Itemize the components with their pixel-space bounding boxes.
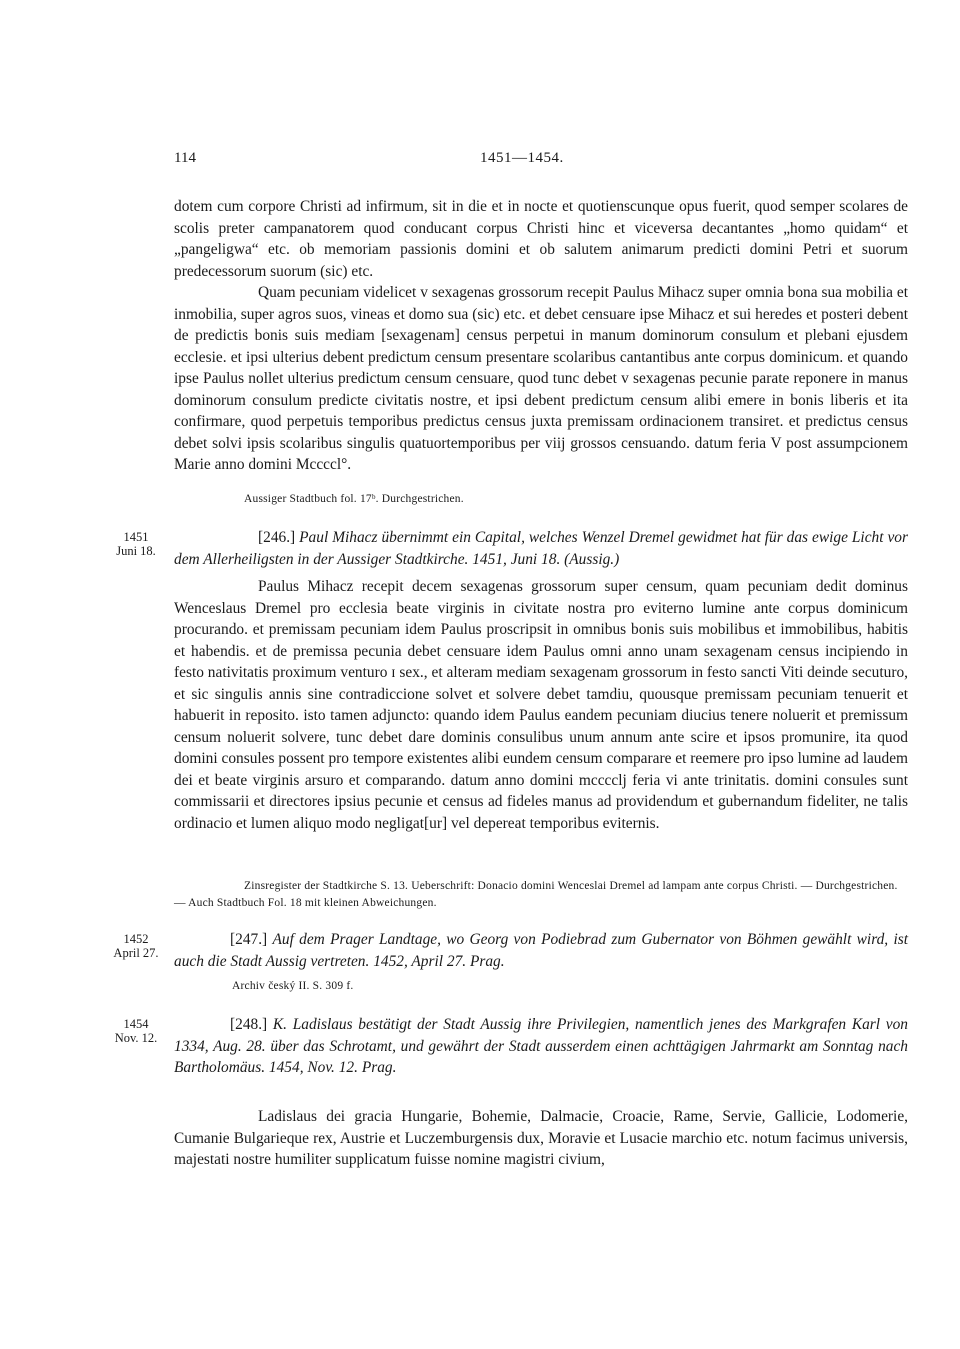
margin-day: Juni 18. [116, 544, 156, 558]
margin-day: April 27. [113, 946, 159, 960]
year-range: 1451—1454. [480, 150, 564, 166]
margin-year: 1451 [123, 530, 149, 544]
entry-heading [174, 929, 908, 972]
entry-number: [247.] [230, 931, 268, 948]
paragraph: Ladislaus dei gracia Hungarie, Bohemie, Dalmacie, Croacie, Rame, Servie, Gallicie, Lodomerie, Cumanie Bulgarieque rex, Austrie et Luczemburgensis dux, Moravie et Lusacie marchio etc. notum facimus universis, majestati nostre humiliter supplicatum fuisse nomine magistri civium, [174, 1108, 908, 1168]
margin-date [100, 530, 172, 558]
source-note: Archiv český II. S. 309 f. [232, 980, 354, 992]
entry-heading [174, 527, 908, 570]
entry-title: Paul Mihacz übernimmt ein Capital, welches Wenzel Dremel gewidmet hat für das ewige Licht vor dem Allerheiligsten in der Aussiger Stadtkirche. 1451, Juni 18. (Aussig.) [174, 529, 908, 568]
entry-title: Auf dem Prager Landtage, wo Georg von Podiebrad zum Gubernator von Böhmen gewählt wird, ist auch die Stadt Aussig vertreten. 1452, April 27. Prag. [174, 931, 908, 970]
source-text: Zinsregister der Stadtkirche S. 13. Ueberschrift: Donacio domini Wenceslai Dremel ad lampam ante corpus Christi. — Durchgestrichen. — Auch Stadtbuch Fol. 18 mit kleinen Abweichungen. [174, 880, 898, 909]
paragraph: dotem cum corpore Christi ad infirmum, sit in die et in nocte et quotienscunque opus fuerit, quod semper scolares de scolis preter campanatorem quod conducant corpus Christi hinc et viceversa decantantes „homo quidam“ et „pangeligwa“ etc. ob memoriam passionis domini et ob salutem animarum predicti domini Petri et suorum predecessorum suorum (sic) etc. [174, 198, 908, 280]
margin-day: Nov. 12. [114, 1031, 158, 1045]
entry-title: K. Ladislaus bestätigt der Stadt Aussig ihre Privilegien, namentlich jenes des Markgrafen Karl von 1334, Aug. 28. über das Schrotamt, und gewährt der Stadt ausserdem einen achttägigen Jahrmarkt am Sonntag nach Bartholomäus. 1454, Nov. 12. Prag. [174, 1016, 908, 1076]
entry-text [174, 1106, 908, 1171]
source-note: Aussiger Stadtbuch fol. 17ᵇ. Durchgestrichen. [244, 493, 464, 505]
margin-year: 1452 [123, 932, 149, 946]
paragraph: Quam pecuniam videlicet v sexagenas grossorum recepit Paulus Mihacz super omnia bona sua mobilia et inmobilia, super agros suos, vineas et domo sua (sic) etc. et debet censuare ipse Mihacz et sui heredes et posteri debent de predictis bonis suis mediam [sexagenam] census perpetui in manum dominorum consulum et plebani ejusdem ecclesie. et ipsi ulterius debent predictum censum presentare scolaribus cantantibus ante corpus dominicum. et quando ipse Paulus nollet ulterius predictum censum censuare, quod tunc debet v sexagenas pecunie parate reponere in manus dominorum consulum predicte civitatis nostre, et ipsi debent predictum censum alibi emere in bonis liberis et ita confirmare, quod perpetuis temporibus predictus census juxta premissam ordinacionem transiret. et predictus census debet solvi ipsis scolaribus singulis quatuortemporibus per viij grossos censuando. datum feria V post assumpcionem Marie anno domini Mccccl°. [174, 284, 908, 473]
margin-year: 1454 [123, 1017, 149, 1031]
paragraph: Paulus Mihacz recepit decem sexagenas grossorum super censum, quam pecuniam dedit dominus Wenceslaus Dremel pro ecclesia beate virginis in civitate nostra pro eviterno lumine ante corpus dominicum procurando. et premissam pecuniam idem Paulus proscripsit in omnibus bonis suis mobilibus et immobilibus, habitis et habendis. et de premissa pecunia debet censuare idem Paulus omni anno unam sexagenam census incipiendo in festo nativitatis proximum venturo ɪ sex., et alteram mediam sexagenam grossorum in festo sancti Viti deinde secuturo, et sic singulis annis sine contradiccione solvet et solvere debet tamdiu, quousque premissam pecuniam tenuerit et habuerit in reposito. isto tamen adjuncto: quando idem Paulus eandem pecuniam diucius tenere noluerit et premissum censum noluerit solvere, tunc debet dare dominis consulibus unum annum ante scire et ipsos promunire, ita quod domini consules possent pro tempore existentes alibi eundem censum comparare et reemere pro ipso lumine ad laudem dei et beate virginis arsuro et comparando. datum anno domini mcccclj feria vi ante trinitatis. domini consules sunt commissarii et directores ipsius pecunie et census ad fideles manus ad providendum et gubernandum fideliter, ne talis ordinacio et lumen aliquo modo negligat[ur] vel depereat temporibus eviternis. [174, 578, 908, 832]
source-note [174, 878, 908, 912]
continuation-text [174, 196, 908, 476]
entry-number: [248.] [230, 1016, 268, 1033]
page-header [174, 150, 908, 172]
margin-date [100, 932, 172, 960]
margin-date [100, 1017, 172, 1045]
page-number: 114 [174, 150, 196, 166]
entry-text [174, 576, 908, 834]
entry-heading [174, 1014, 908, 1079]
entry-number: [246.] [258, 529, 296, 546]
